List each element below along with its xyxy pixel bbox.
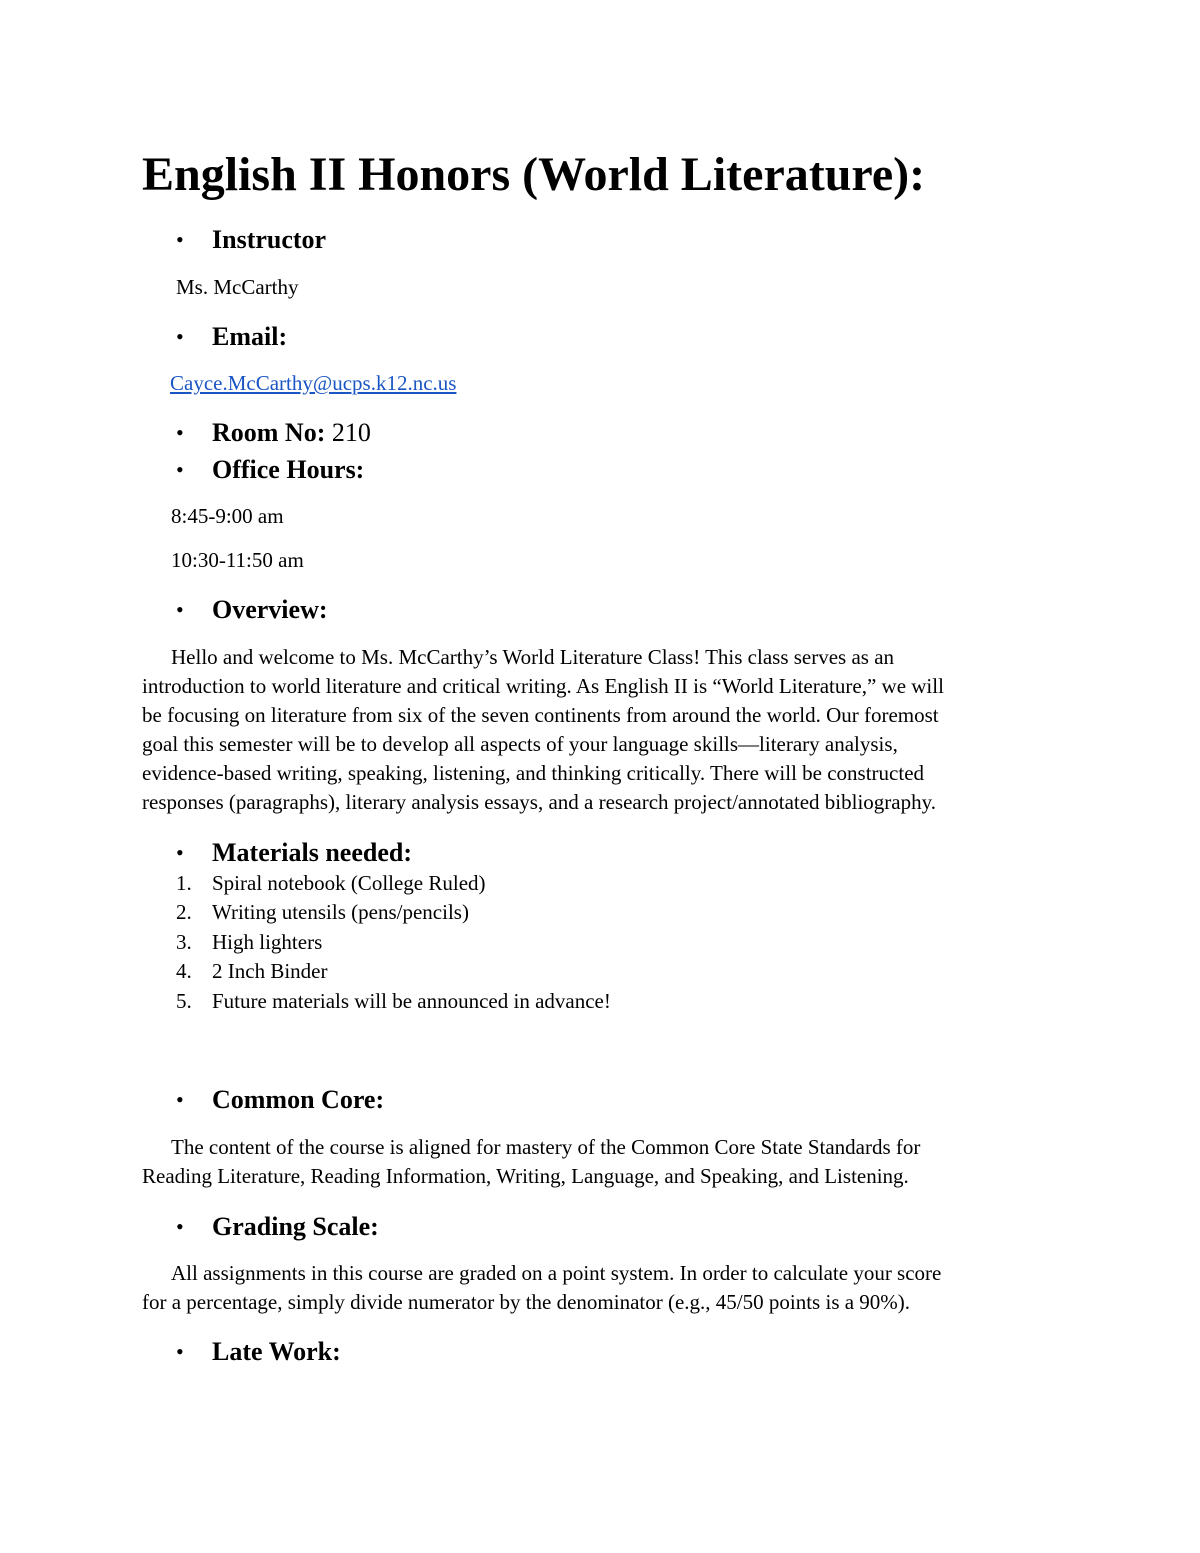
- list-item: 3. High lighters: [176, 929, 323, 954]
- page-title: English II Honors (World Literature):: [142, 148, 926, 201]
- bullet-icon: •: [176, 1214, 184, 1239]
- room-value: 210: [325, 418, 371, 447]
- section-heading-email: [176, 320, 288, 354]
- office-hours-label: Office Hours:: [212, 455, 365, 484]
- paragraph-line: responses (paragraphs), literary analysis essays, and a research project/annotated bibliography.: [142, 790, 937, 814]
- paragraph-line: be focusing on literature from six of the seven continents from around the world. Our foremost: [142, 703, 939, 727]
- section-heading-materials: [176, 836, 413, 870]
- section-heading-room: [176, 416, 371, 450]
- section-heading-instructor: [176, 223, 327, 257]
- bullet-icon: •: [176, 1339, 184, 1364]
- email-address-row: [170, 369, 456, 398]
- section-heading-overview: [176, 593, 328, 627]
- bullet-icon: •: [176, 457, 184, 482]
- late-work-label: Late Work:: [212, 1337, 341, 1366]
- office-hours-slot: 10:30-11:50 am: [171, 548, 304, 572]
- list-item: 4. 2 Inch Binder: [176, 959, 328, 984]
- instructor-name: Ms. McCarthy: [176, 275, 299, 299]
- paragraph-line: introduction to world literature and critical writing. As English II is “World Literature,” we will: [142, 674, 944, 698]
- list-item: 1. Spiral notebook (College Ruled): [176, 871, 486, 895]
- bullet-icon: •: [176, 597, 184, 622]
- paragraph-line: All assignments in this course are graded on a point system. In order to calculate your score: [171, 1261, 942, 1285]
- common-core-paragraph: [142, 1133, 1062, 1191]
- bullet-icon: •: [176, 227, 184, 252]
- overview-paragraph: [142, 643, 1062, 817]
- bullet-icon: •: [176, 324, 184, 349]
- bullet-icon: •: [176, 1087, 184, 1112]
- overview-label: Overview:: [212, 595, 328, 624]
- section-heading-late-work: [176, 1335, 341, 1369]
- paragraph-line: for a percentage, simply divide numerator by the denominator (e.g., 45/50 points is a 90%).: [142, 1290, 911, 1314]
- paragraph-line: evidence-based writing, speaking, listening, and thinking critically. There will be constructed: [142, 761, 925, 785]
- email-label: Email:: [212, 322, 288, 351]
- section-heading-office-hours: [176, 453, 365, 487]
- section-heading-common-core: [176, 1083, 385, 1117]
- materials-label: Materials needed:: [212, 838, 413, 867]
- bullet-icon: •: [176, 420, 184, 445]
- paragraph-line: goal this semester will be to develop all aspects of your language skills—literary analysis,: [142, 732, 898, 756]
- paragraph-line: The content of the course is aligned for mastery of the Common Core State Standards for: [171, 1135, 921, 1159]
- bullet-icon: •: [176, 840, 184, 865]
- room-label: Room No:: [212, 418, 326, 447]
- grading-label: Grading Scale:: [212, 1212, 379, 1241]
- grading-paragraph: [142, 1259, 1062, 1317]
- email-link[interactable]: Cayce.McCarthy@ucps.k12.nc.us: [170, 371, 457, 395]
- list-item: 2. Writing utensils (pens/pencils): [176, 900, 469, 925]
- section-heading-grading-scale: [176, 1210, 379, 1244]
- paragraph-line: Hello and welcome to Ms. McCarthy’s World Literature Class! This class serves as an: [171, 645, 895, 669]
- instructor-label: Instructor: [212, 225, 327, 254]
- list-item: 5. Future materials will be announced in advance!: [176, 988, 611, 1013]
- paragraph-line: Reading Literature, Reading Information, Writing, Language, and Speaking, and Listening.: [142, 1164, 909, 1188]
- common-core-label: Common Core:: [212, 1085, 385, 1114]
- office-hours-slot: 8:45-9:00 am: [171, 504, 284, 528]
- materials-list: [142, 869, 611, 1016]
